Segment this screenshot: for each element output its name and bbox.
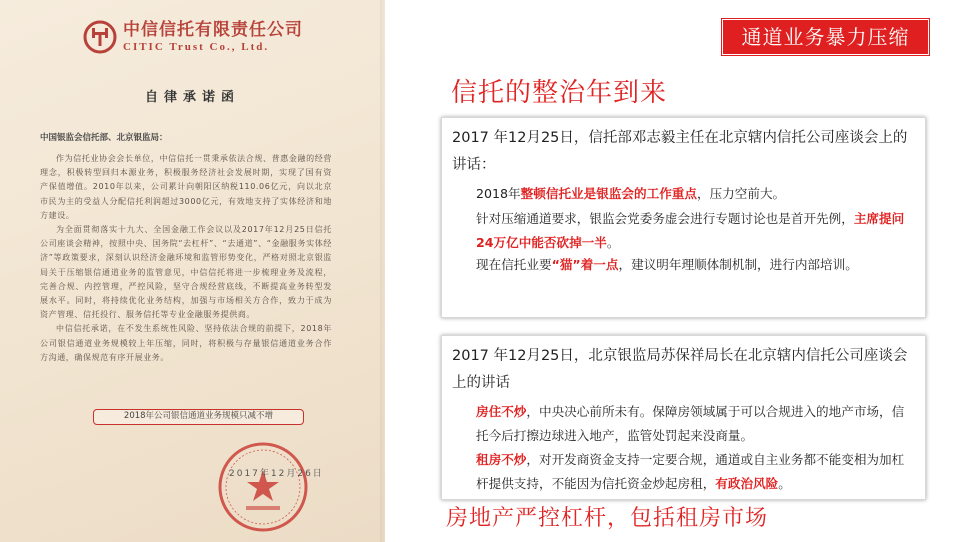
section-tag: 通道业务暴力压缩 (722, 19, 929, 55)
speech-point (476, 207, 916, 255)
emphasis-text: 租房不炒 (476, 452, 527, 467)
text-span: 针对压缩通道要求，银监会党委务虚会进行专题讨论也是首开先例， (476, 211, 854, 226)
emphasis-text: 有政治风险 (715, 476, 779, 491)
emphasis-text: 房住不炒 (476, 404, 527, 419)
company-seal-icon (216, 440, 310, 534)
company-name-en: CITIC Trust Co., Ltd. (123, 40, 270, 53)
slide-heading: 信托的整治年到来 (451, 78, 668, 108)
text-span: 。 (778, 476, 791, 491)
citic-logo-icon (83, 20, 117, 54)
speech-box-su (441, 335, 926, 500)
text-span: 现在信托业要 (476, 257, 552, 272)
letter-date: 2017年12月26日 (229, 469, 324, 479)
scanned-letter-image (0, 0, 385, 542)
emphasis-text: “猫”着一点 (551, 257, 619, 272)
slide-footer-conclusion: 房地产严控杠杆，包括租房市场 (446, 506, 769, 531)
letter-highlight-box: 2018年公司银信通道业务规模只减不增 (93, 409, 304, 425)
text-span: ，中央决心前所未有。保障房领域属于可以合规进入的地产市场，信托今后打擦边球进入地产，监管处罚起来没商量。 (476, 404, 905, 443)
speech-point (476, 448, 916, 496)
text-span: 2018年 (476, 186, 521, 201)
text-span: ，对开发商资金支持一定要合规，通道或自主业务都不能变相为加杠杆提供支持，不能因为信托资金炒起房租， (476, 452, 905, 491)
speech-intro: 2017 年12月25日，信托部邓志毅主任在北京辖内信托公司座谈会上的讲话： (452, 130, 908, 173)
speech-point (476, 182, 916, 206)
letter-paragraph: 作为信托业协会会长单位，中信信托一贯秉承依法合规、普惠金融的经营理念，积极转型回归本源业务，积极服务经济社会发展时期，实现了国有资产保值增值。2010年以来，公司累计向朝阳区纳税110.06亿元，向以北京市民为主的受益人分配信托利润超过3000亿元，有效地支持了实体经济和地方建设。 (40, 154, 332, 220)
speech-box-deng (441, 117, 926, 318)
letter-title: 自律承诺函 (144, 90, 240, 105)
company-name-cn: 中信信托有限责任公司 (123, 19, 303, 40)
speech-point (476, 400, 916, 448)
text-span: ，压力空前大。 (696, 186, 786, 201)
emphasis-text: 主席提问24万亿中能否砍掉一半 (476, 211, 905, 250)
letter-paragraph: 为全面贯彻落实十九大、全国金融工作会议以及2017年12月25日信托公司座谈会精神，按照中央、国务院“去杠杆”、“去通道”、“金融服务实体经济”等政策要求，深刻认识经济金融环境和监管形势变化，严格对照北京银监局关于压缩银信通道业务的监管意见，中信信托将进一步梳理业务及流程，完善合规、内控管理，严控风险，坚守合规经营底线，不断提高业务转型发展水平。同时，将持续优化业务结构，加强与市场相关方合作，致力于成为资产管理、信托投行、服务信托等专业金融服务提供商。 (40, 225, 332, 320)
emphasis-text: 整顿信托业是银监会的工作重点 (520, 186, 697, 201)
citic-logo (83, 20, 303, 54)
letter-addressee: 中国银监会信托部、北京银监局： (40, 133, 168, 143)
scan-edge (380, 0, 385, 542)
speech-intro: 2017 年12月25日，北京银监局苏保祥局长在北京辖内信托公司座谈会上的讲话 (452, 348, 908, 391)
text-span: ，建议明年理顺体制机制，进行内部培训。 (618, 257, 858, 272)
text-span: 。 (606, 235, 620, 250)
speech-point (476, 253, 916, 277)
letter-paragraph: 中信信托承诺，在不发生系统性风险、坚持依法合规的前提下，2018年公司银信通道业务规模较上年压缩，同时，将积极与存量银信通道业务合作方沟通，确保规范有序开展业务。 (40, 324, 332, 362)
letter-body (40, 152, 332, 365)
